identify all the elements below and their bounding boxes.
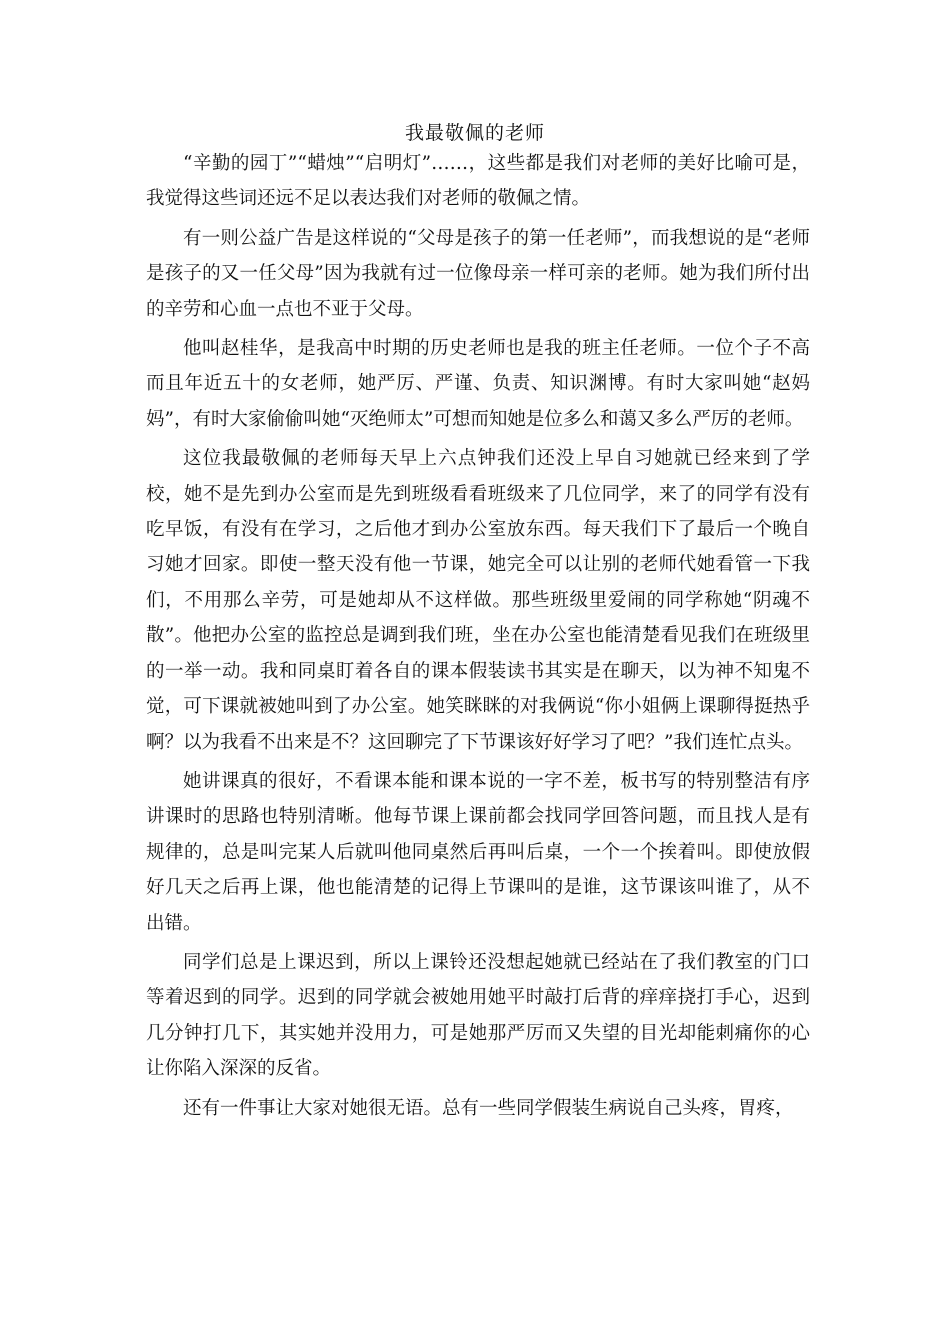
essay-title: 我最敬佩的老师 — [404, 122, 545, 144]
essay-body — [146, 146, 810, 1130]
paragraph-2: 有一则公益广告是这样说的“父母是孩子的第一任老师”，而我想说的是“老师是孩子的又一任父母”因为我就有过一位像母亲一样可亲的老师。她为我们所付出的辛劳和心血一点也不亚于父母。 — [146, 227, 810, 320]
paragraph-3: 他叫赵桂华，是我高中时期的历史老师也是我的班主任老师。一位个子不高而且年近五十的女老师，她严厉、严谨、负责、知识渊博。有时大家叫她“赵妈妈”，有时大家偷偷叫她“灭绝师太”可想而知她是位多么和蔼又多么严厉的老师。 — [146, 338, 810, 430]
paragraph-4: 这位我最敬佩的老师每天早上六点钟我们还没上早自习她就已经来到了学校，她不是先到办公室而是先到班级看看班级来了几位同学，来了的同学有没有吃早饭，有没有在学习，之后他才到办公室放东西。每天我们下了最后一个晚自习她才回家。即使一整天没有他一节课，她完全可以让别的老师代她看管一下我们，不用那么辛劳，可是她却从不这样做。那些班级里爱闹的同学称她“阴魂不散”。他把办公室的监控总是调到我们班，坐在办公室也能清楚看见我们在班级里的一举一动。我和同桌盯着各自的课本假装读书其实是在聊天，以为神不知鬼不觉，可下课就被她叫到了办公室。她笑眯眯的对我俩说“你小姐俩上课聊得挺热乎啊？以为我看不出来是不？这回聊完了下节课该好好学习了吧？”我们连忙点头。 — [146, 448, 810, 753]
paragraph-7: 还有一件事让大家对她很无语。总有一些同学假装生病说自己头疼，胃疼， — [183, 1097, 794, 1119]
paragraph-6: 同学们总是上课迟到，所以上课铃还没想起她就已经站在了我们教室的门口等着迟到的同学。迟到的同学就会被她用她平时敲打后背的痒痒挠打手心，迟到几分钟打几下，其实她并没用力，可是她那严厉而又失望的目光却能刺痛你的心让你陷入深深的反省。 — [146, 951, 810, 1080]
paragraph-5: 她讲课真的很好，不看课本能和课本说的一字不差，板书写的特别整洁有序讲课时的思路也特别清晰。他每节课上课前都会找同学回答问题，而且找人是有规律的，总是叫完某人后就叫他同桌然后再叫后桌，一个一个挨着叫。即使放假好几天之后再上课，他也能清楚的记得上节课叫的是谁，这节课该叫谁了，从不出错。 — [146, 770, 810, 934]
paragraph-1: “辛勤的园丁”“蜡烛”“启明灯”……，这些都是我们对老师的美好比喻可是，我觉得这些词还远不足以表达我们对老师的敬佩之情。 — [146, 153, 810, 210]
